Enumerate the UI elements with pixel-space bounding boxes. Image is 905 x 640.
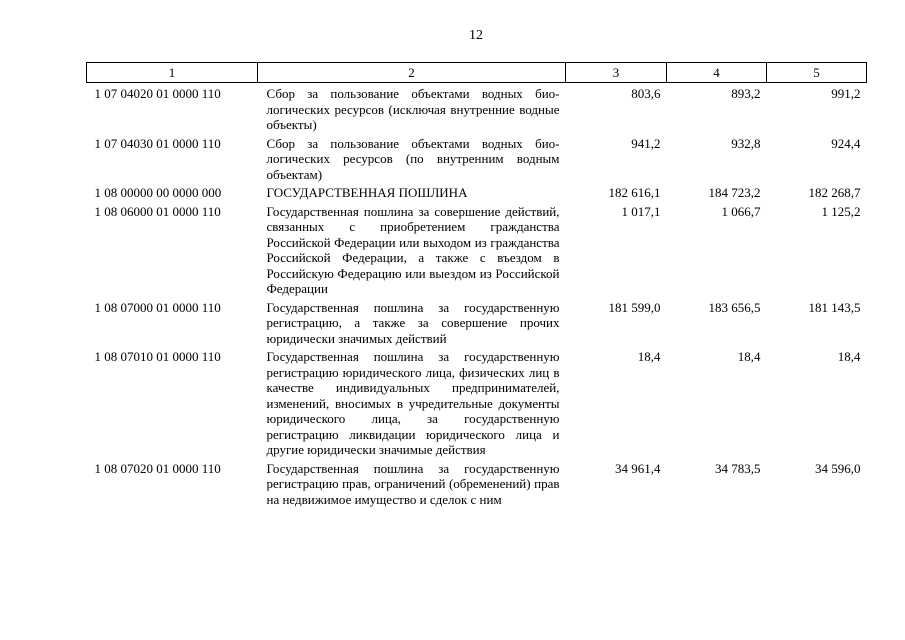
page-number: 12	[469, 28, 483, 43]
revenue-code: 1 07 04030 01 0000 110	[94, 135, 221, 151]
table-row	[87, 461, 867, 511]
revenue-name: Сбор за пользование объектами водных биологических ресурсов (исключая внутренние водные объекты)	[266, 86, 560, 132]
value-col-5: 18,4	[837, 349, 861, 364]
revenue-name: Государственная пошлина за совершение действий, связанных с приобретением гражданства Российской Федерации или выходом из гражданства Российской Федерации, а также с въездом в Российскую Федерацию или выездом из Российской Федерации	[266, 203, 560, 296]
column-header-2: 2	[258, 63, 566, 83]
value-col-3: 941,2	[631, 135, 661, 151]
revenue-name: Государственная пошлина за государственную регистрацию прав, ограничений (обременений) прав на недвижимое имущество и сделок с ним	[266, 460, 560, 507]
revenue-code: 1 08 07010 01 0000 110	[94, 349, 221, 364]
table-row	[87, 83, 867, 136]
revenue-name: Сбор за пользование объектами водных биологических ресурсов (по внутренним водным объектам)	[266, 135, 560, 182]
value-col-4: 18,4	[737, 349, 761, 364]
value-col-5: 181 143,5	[808, 299, 861, 315]
revenue-code: 1 08 06000 01 0000 110	[94, 203, 221, 219]
column-header-1: 1	[87, 63, 258, 83]
value-col-4: 183 656,5	[708, 299, 761, 315]
table-row	[87, 349, 867, 461]
value-col-5: 1 125,2	[821, 203, 861, 219]
value-col-5: 34 596,0	[815, 460, 861, 476]
value-col-3: 34 961,4	[615, 460, 661, 476]
table-row	[87, 185, 867, 204]
revenue-name: ГОСУДАРСТВЕННАЯ ПОШЛИНА	[266, 185, 468, 200]
value-col-5: 182 268,7	[808, 185, 861, 200]
column-header-3: 3	[566, 63, 667, 83]
value-col-5: 924,4	[831, 135, 861, 151]
column-header-4: 4	[667, 63, 767, 83]
revenue-name: Государственная пошлина за государственную регистрацию юридического лица, физических лиц в качестве индивидуальных предпринимателей, изменений, вносимых в учредительные документы юридического лица, за государственную регистрацию ликвидации юридического лица и другие юридически значимые действия	[266, 349, 560, 457]
value-col-4: 893,2	[731, 86, 761, 101]
revenue-code: 1 08 07000 01 0000 110	[94, 299, 221, 315]
budget-revenue-table	[86, 62, 867, 510]
value-col-4: 34 783,5	[715, 460, 761, 476]
revenue-code: 1 08 00000 00 0000 000	[94, 185, 222, 200]
table-row	[87, 204, 867, 300]
value-col-4: 184 723,2	[708, 185, 761, 200]
value-col-3: 182 616,1	[608, 185, 661, 200]
column-header-5: 5	[767, 63, 867, 83]
revenue-code: 1 08 07020 01 0000 110	[94, 460, 221, 476]
table-row	[87, 300, 867, 350]
value-col-3: 18,4	[637, 349, 661, 364]
value-col-3: 181 599,0	[608, 299, 661, 315]
column-numbers-header-row	[87, 63, 867, 83]
value-col-3: 803,6	[631, 86, 661, 101]
table-row	[87, 136, 867, 186]
revenue-code: 1 07 04020 01 0000 110	[94, 86, 221, 101]
value-col-4: 932,8	[731, 135, 761, 151]
value-col-4: 1 066,7	[721, 203, 761, 219]
value-col-5: 991,2	[831, 86, 861, 101]
revenue-name: Государственная пошлина за государственную регистрацию, а также за совершение прочих юридически значимых действий	[266, 299, 560, 346]
value-col-3: 1 017,1	[621, 203, 661, 219]
